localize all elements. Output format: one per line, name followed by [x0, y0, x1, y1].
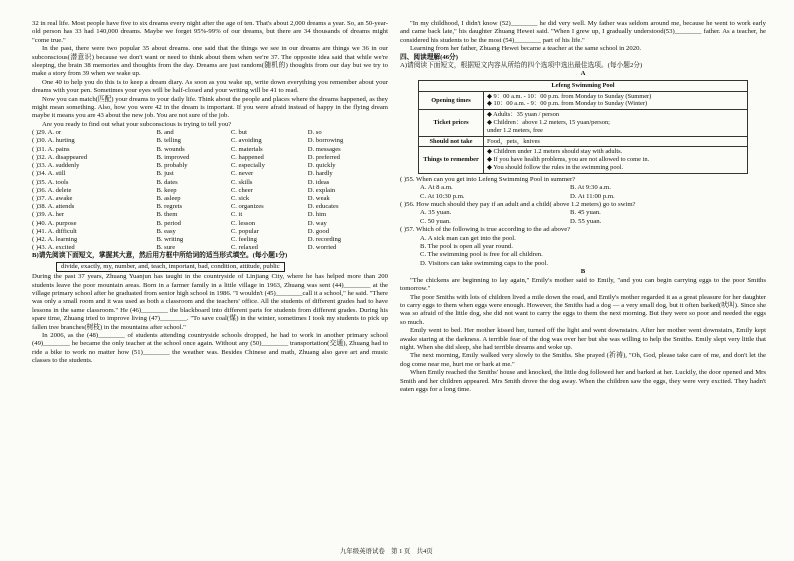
question-stem: ( )56. How much should they pay if an adult and a child( above 1.2 meters) go to swim? — [400, 201, 636, 209]
section-four-instructions: A)请阅读下面短文，根据短文内容从所给的四个选项中选出最佳选项。(每小题2分) — [400, 62, 643, 70]
option-cell: ( )38. A. attends — [32, 203, 75, 211]
option-row — [32, 228, 388, 236]
paragraph: Are you ready to find out what your subconscious is trying to tell you? — [42, 120, 232, 128]
option-cell: C. it — [230, 211, 243, 219]
option-cell: C. happened — [230, 153, 264, 161]
option-cell: B. wounds — [156, 145, 185, 153]
option-cell: ( )35. A. tools — [32, 178, 69, 186]
option-cell: C. never — [230, 170, 254, 178]
section-b-title: B)请先阅读下面短文，掌握其大意，然后用方框中所给词的适当形式填空。(每小题1分) — [32, 252, 288, 260]
option-cell: ( )40. A. purpose — [32, 219, 77, 227]
option-row — [32, 236, 388, 244]
pool-line: ◆ Children under 1.2 meters should stay with adults. — [487, 148, 623, 156]
option-row — [32, 129, 388, 137]
option-cell: D. way — [307, 219, 327, 227]
option-cell: ( )36. A. delete — [32, 186, 72, 194]
option-row — [32, 179, 388, 187]
option-cell: C. especially — [230, 162, 265, 170]
option-line — [400, 243, 766, 251]
option-cell: C. popular — [230, 227, 259, 235]
option-cell: D. borrowing — [307, 137, 344, 145]
option-cell: D. so — [307, 129, 322, 137]
option-cell: D. educates — [307, 203, 339, 211]
option-cell: C. sick — [230, 194, 250, 202]
pool-line: ◆ You should follow the rules in the swimming pool. — [487, 164, 624, 172]
word-box: divide, exactly, my, number, and, teach, important, bad, condition, attitude, public — [56, 262, 285, 272]
option-cell: D. ideas — [307, 178, 330, 186]
option-cell: D. weak — [307, 194, 330, 202]
paragraph: When Emily reached the Smiths' house and knocked, the little dog followed her and barked at her. Luckily, the door opened and Mrs Smith and her children appeared. Mrs Smith drove the dog away. When the children saw the eggs, they were very excited. They hadn't eaten eggs for a long time. — [400, 369, 766, 393]
option-row — [32, 195, 388, 203]
option-row — [32, 220, 388, 228]
pool-title-row — [419, 80, 748, 91]
fill-passage-continued — [400, 20, 766, 54]
option-cell: B. just — [156, 170, 174, 178]
option-cell: B. probably — [156, 162, 188, 170]
answer-option: D. 55 yuan. — [570, 217, 602, 225]
option-cell: ( )30. A. hurting — [32, 137, 75, 145]
option-cell: C. but — [230, 129, 247, 137]
paragraph: The next morning, Emily walked very slowly to the Smiths. She prayed (祈祷), "Oh, God, please take care of me, and don't let the dog come near me, hurt me or bark at me." — [400, 352, 766, 368]
passage-label-a: A — [580, 70, 586, 78]
option-cell: C. avoiding — [230, 137, 262, 145]
option-cell: B. telling — [156, 137, 181, 145]
option-cell: B. them — [156, 211, 178, 219]
pool-row-head: Things to remember — [419, 147, 484, 173]
option-cell: C. materials — [230, 145, 263, 153]
pool-row-content — [484, 91, 748, 110]
answer-option: B. The pool is open all year round. — [420, 243, 513, 251]
option-cell: D. recording — [307, 235, 342, 243]
option-row — [32, 203, 388, 211]
paragraph: In the past, there were two popular 35 about dreams. one said that the things we see in our dreams are things we 36 in our subconscious(潜意识) because we don't want or need to think about them when we're 37. The opposite idea said that while we're sleeping, the brain 38 memories and thoughts from the day. Dreams are just random(随机的) thoughts from our day but we try to make a story from 39 when we wake up. — [32, 45, 388, 78]
answer-option: C. The swimming pool is free for all children. — [420, 251, 543, 259]
option-cell: B. writing — [156, 235, 184, 243]
passage-label-b: B — [580, 268, 586, 276]
option-cell: ( )43. A. excited — [32, 244, 75, 252]
pool-row-content — [484, 147, 748, 173]
option-cell: ( )34. A. still — [32, 170, 66, 178]
fill-passage — [32, 273, 388, 365]
option-cell: ( )37. A. awake — [32, 194, 73, 202]
pool-row-head: Opening times — [419, 91, 484, 110]
option-cell: D. preferred — [307, 153, 340, 161]
option-cell: D. explain — [307, 186, 336, 194]
answer-option: B. 45 yuan. — [570, 209, 601, 217]
answer-option: C. 50 yuan. — [420, 217, 451, 225]
option-row — [32, 146, 388, 154]
option-cell: B. sure — [156, 244, 176, 252]
option-row — [32, 170, 388, 178]
answer-option: D. Visitors can take swimming caps to the pool. — [420, 259, 549, 267]
option-row — [32, 211, 388, 219]
option-cell: D. hardly — [307, 170, 333, 178]
option-cell: ( )29. A. or — [32, 129, 62, 137]
question-stem: ( )55. When can you get into Lefeng Swimming Pool in summer? — [400, 175, 576, 183]
reading-passage-b — [400, 277, 766, 395]
option-cell: D. messages — [307, 145, 341, 153]
option-cell: C. relaxed — [230, 244, 258, 252]
option-cell: ( )33. A. suddenly — [32, 162, 80, 170]
pool-row — [419, 147, 748, 173]
pool-row-head: Ticket prices — [419, 110, 484, 136]
option-row — [32, 154, 388, 162]
pool-line: ◆ 9：00 a.m. - 10：00 p.m. from Monday to Sunday (Summer) — [487, 92, 652, 100]
option-line — [400, 218, 766, 226]
paragraph: Emily went to bed. Her mother kissed her, turned off the light and went downstairs. After her mother went downstairs, Emily kept awake staring at the darkness. A terrible fear of the dog was over her but she was willing to help the Smiths. Emily slept very little that night. When she did sleep, she had terrible dreams and woke up. — [400, 327, 766, 351]
option-cell: C. skills — [230, 178, 253, 186]
paragraph: Now you can match(匹配) your dreams to your daily life. Think about the people and places where the dreams happened, as they might mean something. Also, how you were 42 in the dream is important. If you were afraid instead of happy in the flying dream maybe it means you are 43 about the new job. You are not sure of the job. — [32, 95, 388, 120]
option-cell: D. quickly — [307, 162, 336, 170]
pool-row — [419, 110, 748, 136]
answer-option: D. At 11:00 p.m. — [570, 192, 615, 200]
option-cell: B. regrets — [156, 203, 183, 211]
option-cell: ( )31. A. pains — [32, 145, 70, 153]
option-cell: B. asleep — [156, 194, 181, 202]
paragraph: The poor Smiths with lots of children lived a mile down the road, and Emily's mother regarded it as a great pleasure for her daughter to carry eggs to them when eggs were enough. However, the Smiths had a dog — a very small dog, but it often barked(吠叫). Since she was so afraid of the little dog, she did not want to carry the eggs to them the next morning. But they were so poor and needed the eggs so much. — [400, 293, 766, 326]
option-line — [400, 193, 766, 201]
pool-line: ◆ If you have health problems, you are not allowed to come in. — [487, 156, 650, 164]
right-column — [400, 20, 766, 394]
option-cell: C. cheer — [230, 186, 253, 194]
option-cell: C. feeling — [230, 235, 257, 243]
option-cell: B. improved — [156, 153, 190, 161]
option-row — [32, 187, 388, 195]
pool-line: under 1.2 meters, free — [487, 126, 543, 134]
option-cell: B. dates — [156, 178, 178, 186]
option-row — [32, 162, 388, 170]
pool-ad-table — [418, 80, 748, 174]
cloze-passage — [32, 20, 388, 129]
paragraph: "The chickens are beginning to lay again," Emily's mother said to Emily, "and you can begin carrying eggs to the poor Smiths tomorrow." — [400, 276, 766, 293]
option-cell: ( )32. A. disappeared — [32, 153, 88, 161]
paragraph: In 2006, as the (48)________ of students attending countryside schools dropped, he had to work in another primary school (49)________ he became the only teacher at the school once again. Without any (50)________ transportation(交通), Zhuang had to ride a bike to work no matter how (51)________ the weather was. Besides Chinese and math, Zhuang also gave art and music classes to the students. — [32, 331, 388, 365]
option-cell: ( )42. A. learning — [32, 235, 78, 243]
answer-option: C. At 10:30 p.m. — [420, 192, 465, 200]
paragraph: "In my childhood, I didn't know (52)________ he did very well. My father was seldom around me, because he went to work early and came back late," his daughter Zhuang Hewei said. "When I grew up, I gradually understood(53)________ father. As a teacher, he considered his students to be the most (54)________ part of his life." — [400, 20, 766, 44]
option-cell: D. good — [307, 227, 329, 235]
answer-option: A. A sick man can get into the pool. — [420, 234, 516, 242]
question-stem: ( )57. Which of the following is true according to the ad above? — [400, 226, 571, 234]
pool-line: ◆ 10：00 a.m. - 9：00 p.m. from Monday to Sunday (Winter) — [487, 100, 648, 108]
option-line — [400, 209, 766, 217]
page-footer: 九年级英语试卷 第 1 页 共4页 — [340, 548, 433, 555]
paragraph: One 40 to help you do this is to keep a dream diary. As soon as you wake up, write down everything you remember about your dreams with your pen. Sometimes your eyes will be half-closed and your writing will be 41 to read. — [32, 78, 388, 95]
reading-questions — [400, 176, 766, 268]
pool-row-content — [484, 110, 748, 136]
paragraph: 32 in real life. Most people have five to six dreams every night after the age of ten. That's about 2,000 dreams a year. So, an 50-year-old person has 33 had 140,000 dreams. Maybe we forget 95%-99% of our dreams, but there are 34 thousands of dreams might "come true." — [32, 20, 388, 44]
option-cell: D. worried — [307, 244, 337, 252]
option-row — [32, 137, 388, 145]
pool-row — [419, 136, 748, 147]
paragraph: During the past 37 years, Zhuang Yuanjun has taught in the countryside of Linjiang City, where he has helped more than 200 students leave the poor mountain areas. Born in a farmer family in a little village in 1963, Zhuang was sent (44)________ at the village primary school after he graduated from senior high school in 1986. "I wouldn't (45)________call it a school," he said. "There was only a small room and it was used as both a classroom and the teachers' office. All the students of different grades had to have lessons in the same classroom." He (46)________ the blackboard into different parts for students from different grades. During his spare time, Zhuang tried to improve living (47)________. "To save coal(煤) in the winter, sometimes I took my students to pick up fallen tree branches(树枝) in the mountains after school." — [32, 273, 388, 331]
option-cell: B. easy — [156, 227, 176, 235]
section-four-title: 四、阅读理解(46分) — [400, 53, 458, 61]
pool-row-content — [484, 136, 748, 147]
option-line — [400, 260, 766, 268]
pool-line: ◆ Children：above 1.2 meters, 15 yuan/person; — [487, 119, 610, 127]
left-column — [32, 20, 388, 366]
cloze-options-table — [32, 129, 388, 252]
option-line — [400, 251, 766, 259]
option-cell: C. lesson — [230, 219, 256, 227]
answer-option: A. 35 yuan. — [420, 209, 452, 217]
answer-option: B. At 9:30 a.m. — [570, 184, 611, 192]
option-cell: B. keep — [156, 186, 177, 194]
pool-line: ◆ Adults：35 yuan / person — [487, 111, 560, 119]
answer-option: A. At 8 a.m. — [420, 184, 453, 192]
option-line — [400, 184, 766, 192]
option-cell: ( )39. A. her — [32, 211, 65, 219]
pool-title: Lefeng Swimming Pool — [419, 80, 748, 91]
pool-row — [419, 91, 748, 110]
option-cell: B. period — [156, 219, 181, 227]
option-line — [400, 235, 766, 243]
paragraph: Learning from her father, Zhuang Hewei became a teacher at the same school in 2020. — [410, 45, 642, 53]
pool-row-head: Should not take — [419, 136, 484, 147]
pool-line: Food，pets，knives — [487, 137, 540, 145]
option-cell: D. him — [307, 211, 327, 219]
option-cell: B. and — [156, 129, 174, 137]
option-cell: ( )41. A. difficult — [32, 227, 77, 235]
option-cell: C. organizes — [230, 203, 264, 211]
